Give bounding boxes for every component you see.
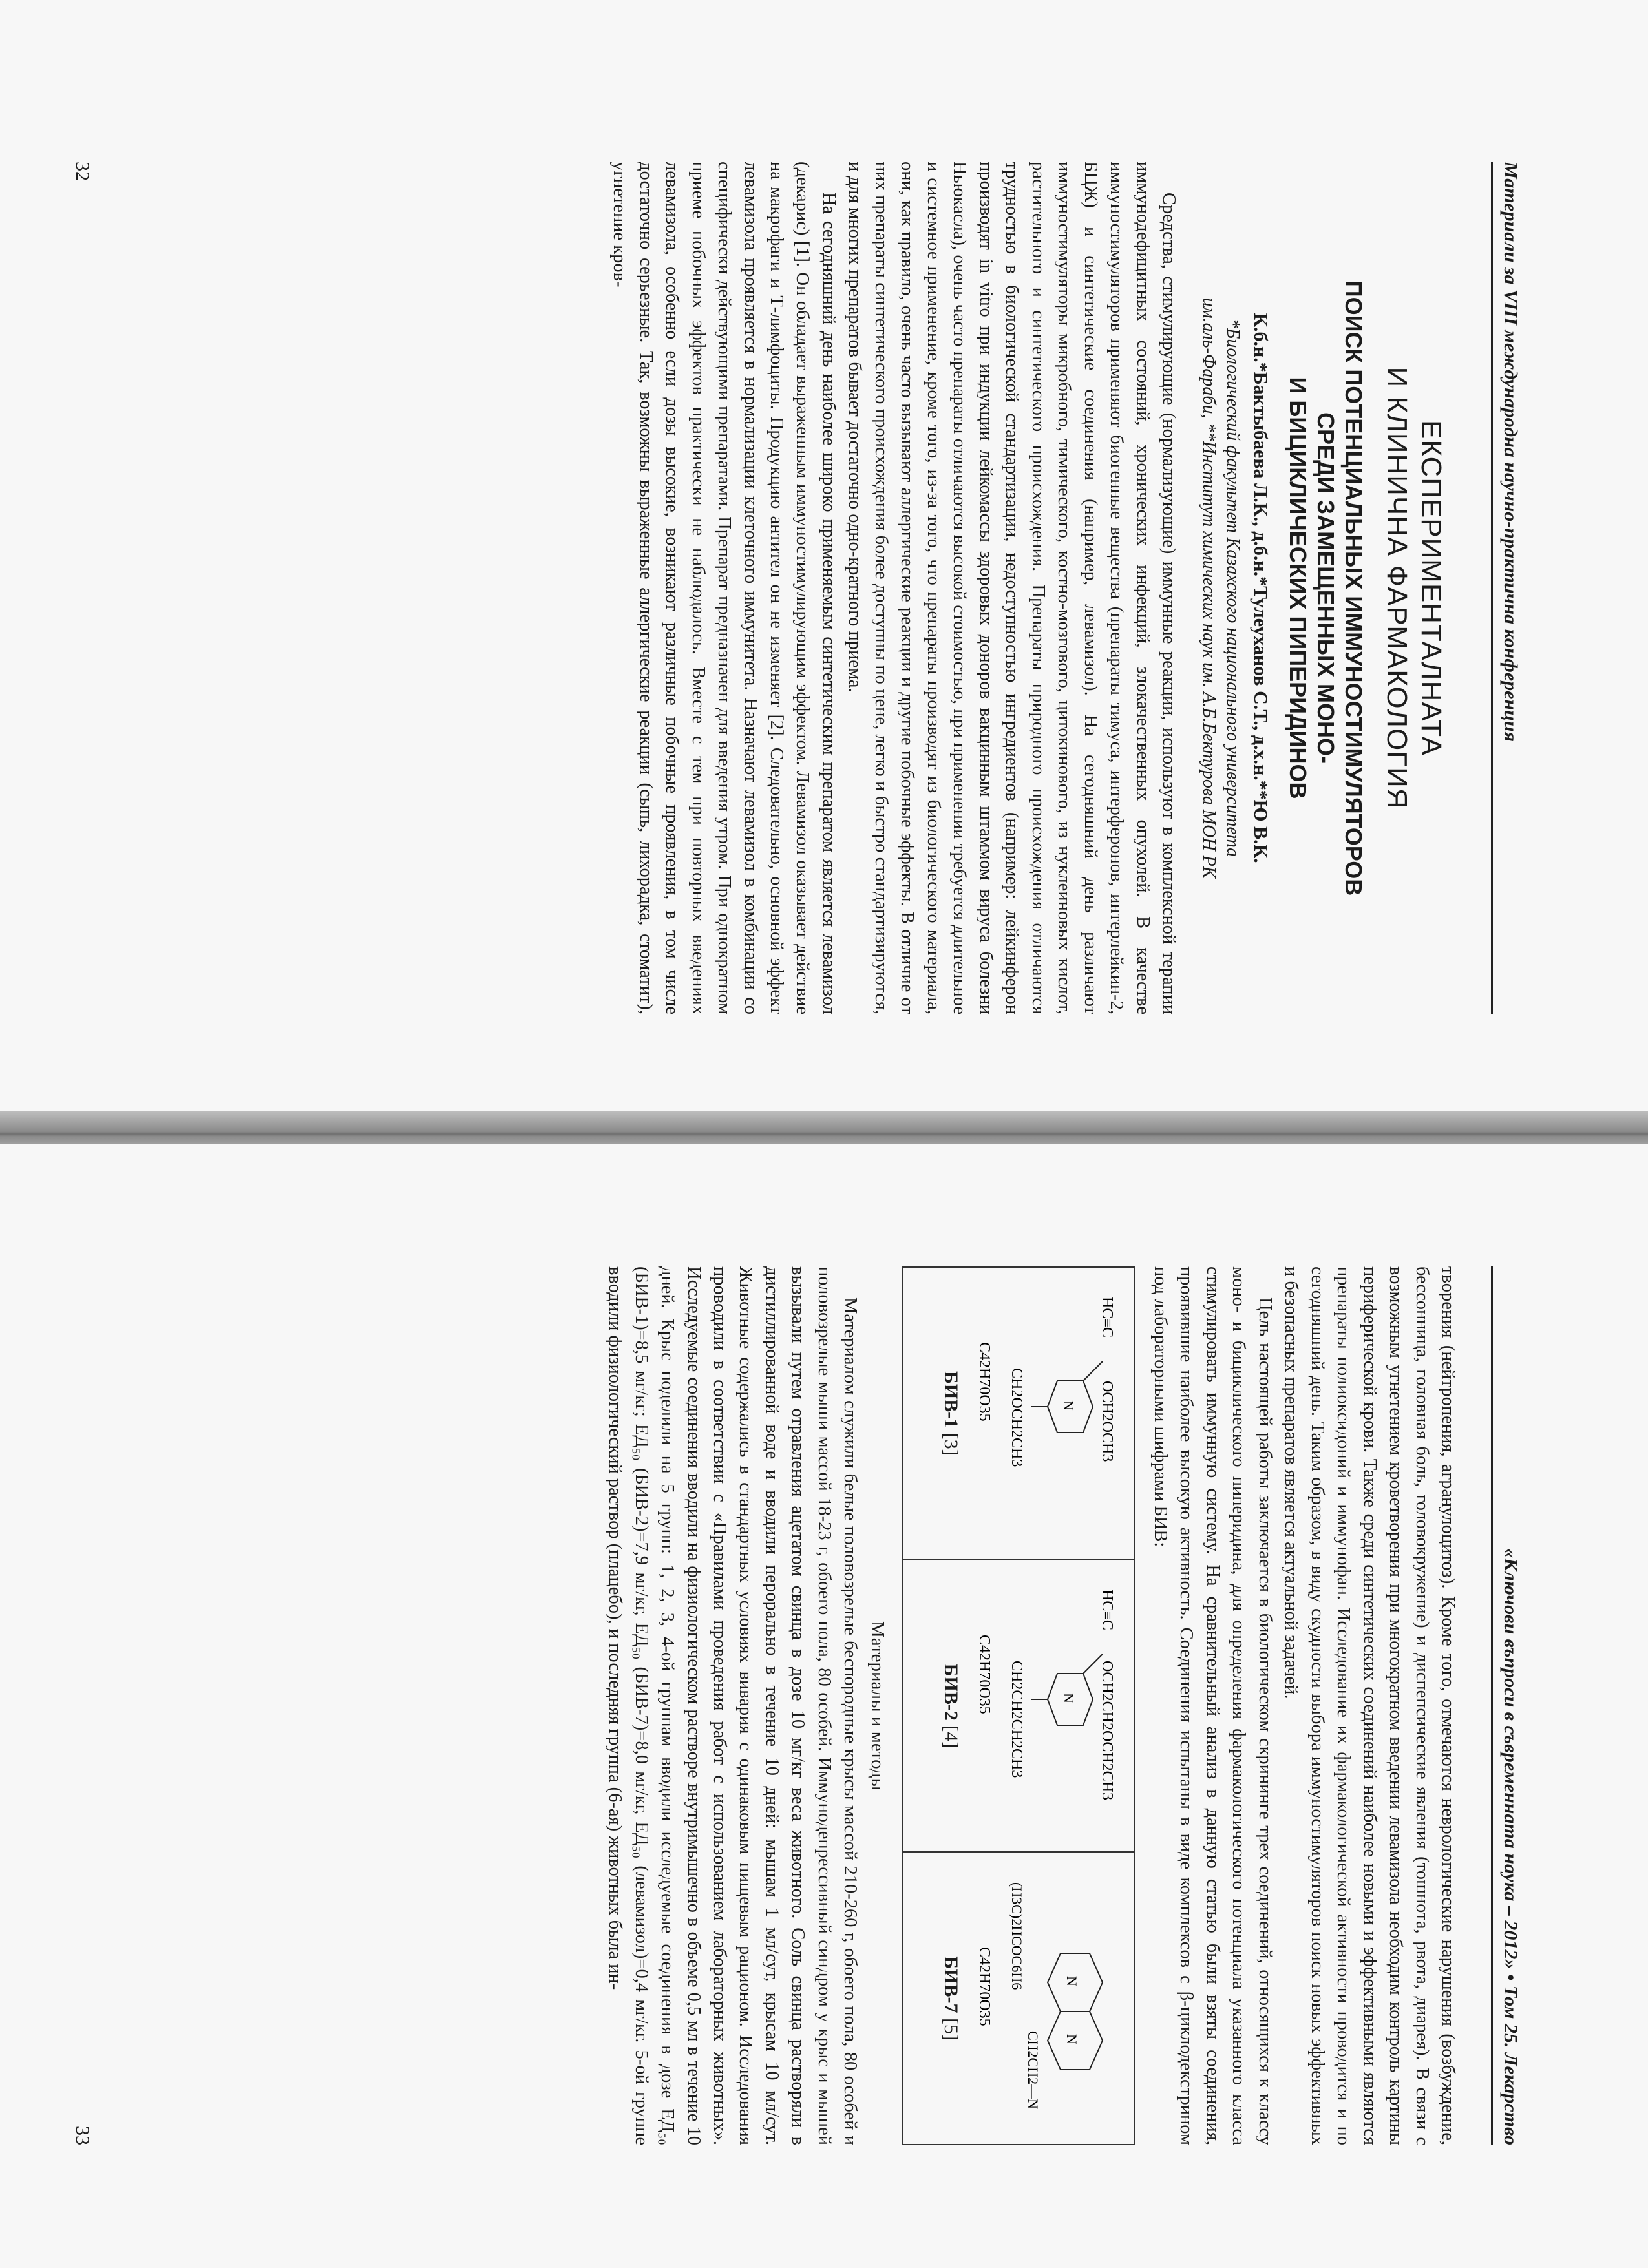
biv7-top-sub: CH2CH2—N [1025,2030,1042,2109]
section-title-line2: И КЛИНИЧНА ФАРМАКОЛОГИЯ [1381,366,1413,810]
biv1-formula: C42H70O35 [976,1342,993,1422]
compound-formula-table [902,1266,1135,2145]
biv2-label-row [940,1566,962,1847]
biv7-bottom-sub: (H3C)2HCOC6H6 [1009,1882,1026,1990]
article-title-line1: ПОИСК ПОТЕНЦИАЛЬНЫХ ИММУНОСТИМУЛЯТОРОВ [1340,280,1368,896]
biv1-bottom-sub: CH2OCH2CH3 [1008,1368,1026,1467]
affiliation-line1: *Биологический факультет Казахского национального университета [1222,319,1243,857]
right-page-number: 33 [72,2126,93,2145]
section-title [1379,162,1448,1014]
article-title [1284,162,1368,1014]
right-paragraph-3: Материалом служили белые половозрелые беспородные крысы массой 210-260 г, обоего пола, 80 особей и половозрелые мыши массой 18-23 г, обоего пола, 80 особей. Иммунодепрессивный синдром у крыс и мышей вызывали путем отравления ацетатом свинца в дозе 10 мг/кг веса животного. Соль свинца растворяли в дистиллированной воде и вводили перорально в течение 10 дней: мышам 1 мл/сут, крысам 10 мл/сут. Животные содержались в стандартных условиях вивария с одинаковым пищевым рационом. Исследования проводили в соответствии с «Правилами проведения работ с использованием лабораторных животных». Исследуемые соединения вводили на физиологическом растворе внутримышечно в объеме 0,5 мл в течение 10 дней. Крыс поделили на 5 групп: 1, 2, 3, 4-ой группам вводили исследуемые соединения в дозе ЕД₅₀ (БИВ-1)=8,5 мг/кг; ЕД₅₀ (БИВ-2)=7,9 мг/кг, ЕД₅₀ (БИВ-7)=8,0 мг/кг, ЕД₅₀ (левамизол)=0,4 мг/кг. 5-ой группе вводили физиологический раствор (плацебо), и последняя группа (6-ая) животных была ин- [605,1266,861,2145]
svg-text:N: N [1061,1692,1077,1703]
biv2-left-sub: HC≡C [1099,1589,1116,1630]
biv1-structure-diagram [967,1284,1128,1542]
biv7-formula: C42H70O35 [976,1946,993,2026]
svg-text:N: N [1064,2033,1081,2044]
biv1-label: БИВ-1 [940,1371,962,1429]
right-paragraph-2: Цель настоящей работы заключается в биологическом скрининге трех соединений, относящихся к классу моно- и бициклического пиперидина, для определения фармакологического потенциала указанного класса стимулировать иммунную систему. На сравнительный анализ в данную статью были взяты соединения, проявившие наиболее высокую активность. Соединения испытаны в виде комплексов с β-циклодекстрином под лабораторными шифрами БИВ: [1150,1266,1275,2145]
biv1-top-sub: OCH2OCH3 [1099,1381,1116,1462]
left-running-head: Материали за VIII международна научно-практична конференция [1491,162,1521,1014]
article-title-line2: СРЕДИ ЗАМЕЩЕННЫХ МОНО- [1313,412,1340,764]
biv2-label: БИВ-2 [940,1663,962,1721]
left-paragraph-1: Средства, стимулирующие (нормализующие) иммунные реакции, используют в комплексной терапии иммунодефицитных состояний, хронических инфекций, злокачественных опухолей. В качестве иммуностимуляторов применяют биогенные вещества (препараты тимуса, интерферонов, интерлейкин-2, БЦЖ) и синтетические соединения (например, левамизол). На сегодняшний день различают иммуностимуляторы микробного, тимического, костно-мозгового, цитокинового, из нуклеиновых кислот, растительного и синтетического происхождения. Препараты природного происхождения отличаются трудностью в биологической стандартизации, недоступностью ингредиентов (например: лейкинферон производят in vitro при индукции лейкомассы здоровых доноров вакцинным штаммом вируса болезни Ньюкасла), очень часто препараты отличаются высокой стоимостью, при применении требуется длительное и системное применение, кроме того, из-за того, что препараты производят из биологического материала, они, как правило, очень часто вызывают аллергические реакции и другие побочные эффекты. В отличие от них препараты синтетического происхождения более доступны по цене, легко и быстро стандартизируются, и для многих препаратов бывает достаточно одно-кратного приема. [845,162,1179,1014]
svg-text:N: N [1061,1400,1077,1411]
biv2-bottom-sub: CH2CH2CH2CH3 [1008,1660,1026,1778]
biv2-ref: [4] [940,1725,962,1748]
compound-cell-biv1 [903,1267,1134,1560]
right-running-head: «Ключови въпроси в съвременната наука – 2012» • Том 25. Лекарство [1491,1266,1521,2145]
biv1-label-row [940,1273,962,1554]
authors: К.б.н.*Бактыбаева Л.К., д.б.н.*Тулеуханов С.Т., д.х.н.**Ю В.К. [1249,313,1271,863]
svg-text:N: N [1064,1975,1081,1986]
section-title-line1: ЕКСПЕРИМЕНТАЛНАТА [1415,419,1447,757]
left-paragraph-2: На сегодняшний день наиболее широко применяемым синтетическим препаратом является левамизол (декарис) [1]. Он обладает выраженным иммуностимулирующим эффектом. Левамизол оказывает действие на макрофаги и Т-лимфоциты. Продукцию антител он не изменяет [2]. Следовательно, основной эффект левамизола проявляется в нормализации клеточного иммунитета. Назначают левамизол в комбинации со специфически действующими препаратами. Препарат предназначен для введения утром. При однократном приеме побочных эффектов практически не наблюдалось. Вместе с тем при повторных введениях левамизола, особенно если дозы высокие, возникают различные побочные проявления, в том числе достаточно серьезные. Так, возможны выраженные аллергические реакции (сыпь, лихорадка, стоматит), угнетение кров- [609,162,839,1014]
biv7-label: БИВ-7 [940,1956,962,2013]
biv2-top-sub: OCH2CH2OCH2CH3 [1099,1660,1116,1801]
compound-cell-biv7 [903,1852,1134,2145]
left-page [0,0,1648,1124]
right-paragraph-1: творения (нейтропения, агранулоцитоз). Кроме того, отмечаются неврологические нарушения (возбуждение, бессонница, головная боль, головокружение) и диспепсические явления (тошнота, рвота, диарея). В связи с возможным угнетением кроветворения при многократном введении левамизола необходим контроль картины периферической крови. Также среди синтетических соединений наиболее новыми и эффективными являются препараты полиоксидоний и иммунофан. Исследование их фармакологической активности проводится и по сегодняшний день. Таким образом, в виду скудности выбора иммуностимуляторов поиск новых эффективных и безопасных препаратов является актуальной задачей. [1281,1266,1458,2145]
biv2-formula: C42H70O35 [976,1634,993,1714]
affiliation [1197,162,1244,1014]
methods-heading: Материалы и методы [867,1621,889,1790]
biv7-ref: [5] [940,2018,962,2041]
compound-cell-biv2 [903,1560,1134,1853]
biv1-left-sub: HC≡C [1099,1297,1116,1338]
right-page [0,1144,1648,2268]
biv2-structure-diagram [967,1577,1128,1835]
affiliation-line2: им.аль-Фараби, **Институт химических наук им. А.Б.Бектурова МОН РК [1199,297,1220,879]
biv1-ref: [3] [940,1433,962,1456]
biv7-label-row [940,1858,962,2139]
left-page-number: 32 [72,162,93,181]
biv7-structure-diagram [967,1869,1128,2128]
article-title-line3: И БИЦИКЛИЧЕСКИХ ПИПЕРИДИНОВ [1285,377,1312,799]
